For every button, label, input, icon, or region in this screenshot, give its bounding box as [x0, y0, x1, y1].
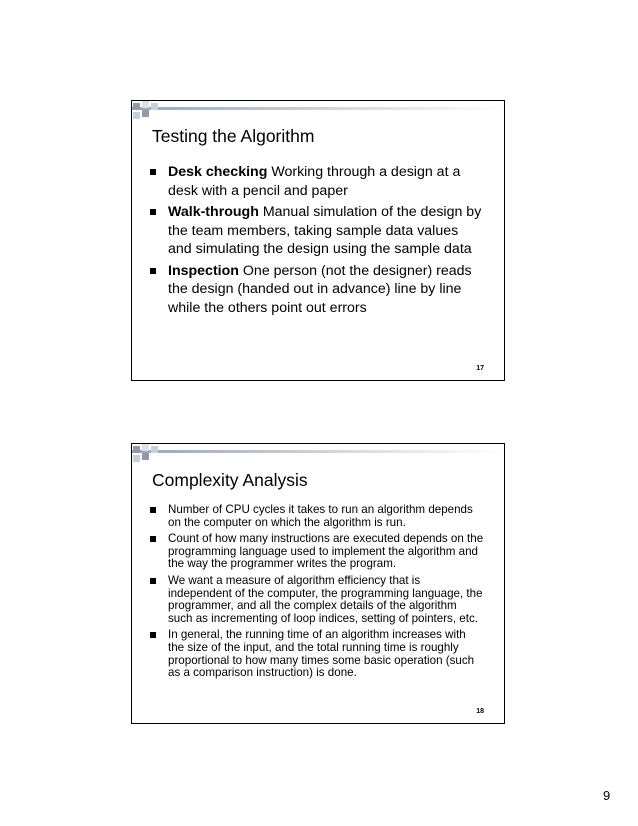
bullet-text: Working through a design at a desk with a pencil and paper [168, 164, 461, 199]
slide-18 [131, 443, 505, 724]
list-item [146, 629, 484, 679]
square-bullet-icon [150, 209, 156, 215]
slide-title: Complexity Analysis [152, 470, 308, 490]
slide-17 [131, 100, 505, 381]
slide-number: 18 [476, 708, 484, 715]
list-item [146, 504, 484, 529]
bullet-text: Manual simulation of the design by the team members, taking sample data values and simulating the design using the sample data [168, 204, 482, 257]
slide-header-decoration [132, 101, 504, 125]
list-item [146, 575, 484, 625]
bullet-text: Number of CPU cycles it takes to run an algorithm depends on the computer on which the algorithm is run. [168, 503, 473, 529]
slide-number: 17 [476, 365, 484, 372]
bullet-list [146, 504, 484, 684]
square-bullet-icon [150, 536, 156, 542]
bullet-term: Walk-through [168, 204, 259, 220]
bullet-list [146, 163, 484, 320]
bullet-text: One person (not the designer) reads the design (handed out in advance) line by line while the others point out errors [168, 262, 472, 316]
bullet-text: In general, the running time of an algorithm increases with the size of the input, and the total running time is roughly proportional to how many times some basic operation (such as a comparison instruction) is done. [168, 628, 475, 680]
square-bullet-icon [150, 268, 156, 274]
square-bullet-icon [150, 169, 156, 175]
list-item [146, 203, 484, 259]
page-number: 9 [603, 788, 611, 803]
square-bullet-icon [150, 632, 156, 638]
slide-header-decoration [132, 444, 504, 468]
bullet-text: Count of how many instructions are executed depends on the programming language used to implement the algorithm and the way the programmer writes the program. [168, 532, 484, 571]
list-item [146, 163, 484, 200]
bullet-term: Inspection [168, 262, 239, 279]
list-item [146, 262, 484, 318]
bullet-text: We want a measure of algorithm efficiency that is independent of the computer, the programming language, the programmer, and all the complex details of the algorithm such as incrementing of loop indices, setting of pointers, etc. [168, 573, 483, 625]
square-bullet-icon [150, 507, 156, 513]
slide-title: Testing the Algorithm [152, 126, 315, 146]
list-item [146, 533, 484, 571]
bullet-term: Desk checking [168, 164, 268, 180]
square-bullet-icon [150, 578, 156, 584]
